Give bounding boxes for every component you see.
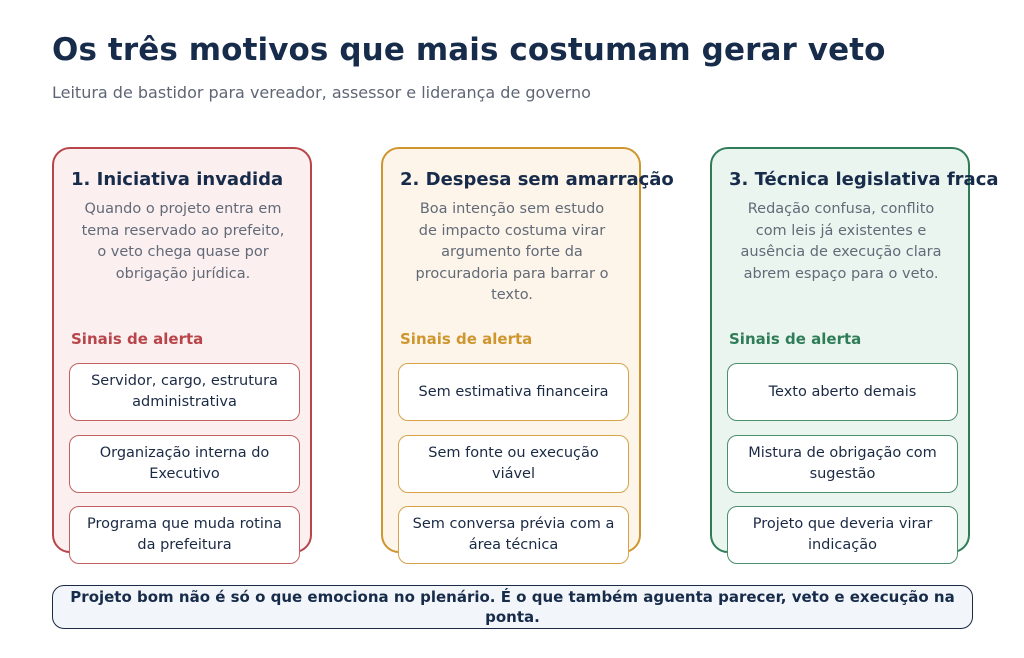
signal-box: Sem fonte ou execução viável	[398, 435, 629, 493]
card-iniciativa-invadida	[52, 147, 312, 553]
signal-box: Projeto que deveria virar indicação	[727, 506, 958, 564]
signal-box: Organização interna do Executivo	[69, 435, 300, 493]
signal-box: Sem conversa prévia com a área técnica	[398, 506, 629, 564]
page-title: Os três motivos que mais costumam gerar veto	[52, 32, 886, 68]
card-title: 3. Técnica legislativa fraca	[729, 169, 999, 190]
alert-label: Sinais de alerta	[400, 330, 533, 348]
card-description: Redação confusa, conflito com leis já existentes e ausência de execução clara abrem espaço para o veto.	[740, 201, 942, 282]
card-description: Quando o projeto entra em tema reservado ao prefeito, o veto chega quase por obrigação jurídica.	[81, 201, 285, 282]
page-subtitle: Leitura de bastidor para vereador, assessor e liderança de governo	[52, 83, 591, 102]
card-despesa-sem-amarracao	[381, 147, 674, 553]
card-description: Boa intenção sem estudo de impacto costuma virar argumento forte da procuradoria para barrar o texto.	[415, 201, 609, 303]
alert-label: Sinais de alerta	[71, 330, 204, 348]
card-title: 2. Despesa sem amarração	[400, 169, 674, 190]
signal-box: Texto aberto demais	[727, 363, 958, 421]
alert-label: Sinais de alerta	[729, 330, 862, 348]
card-tecnica-legislativa-fraca	[710, 147, 999, 553]
footer-callout: Projeto bom não é só o que emociona no plenário. É o que também aguenta parecer, veto e execução na ponta.	[52, 585, 973, 629]
card-title: 1. Iniciativa invadida	[71, 169, 284, 190]
signal-box: Mistura de obrigação com sugestão	[727, 435, 958, 493]
signal-box: Sem estimativa financeira	[398, 363, 629, 421]
signal-box: Programa que muda rotina da prefeitura	[69, 506, 300, 564]
signal-box: Servidor, cargo, estrutura administrativa	[69, 363, 300, 421]
